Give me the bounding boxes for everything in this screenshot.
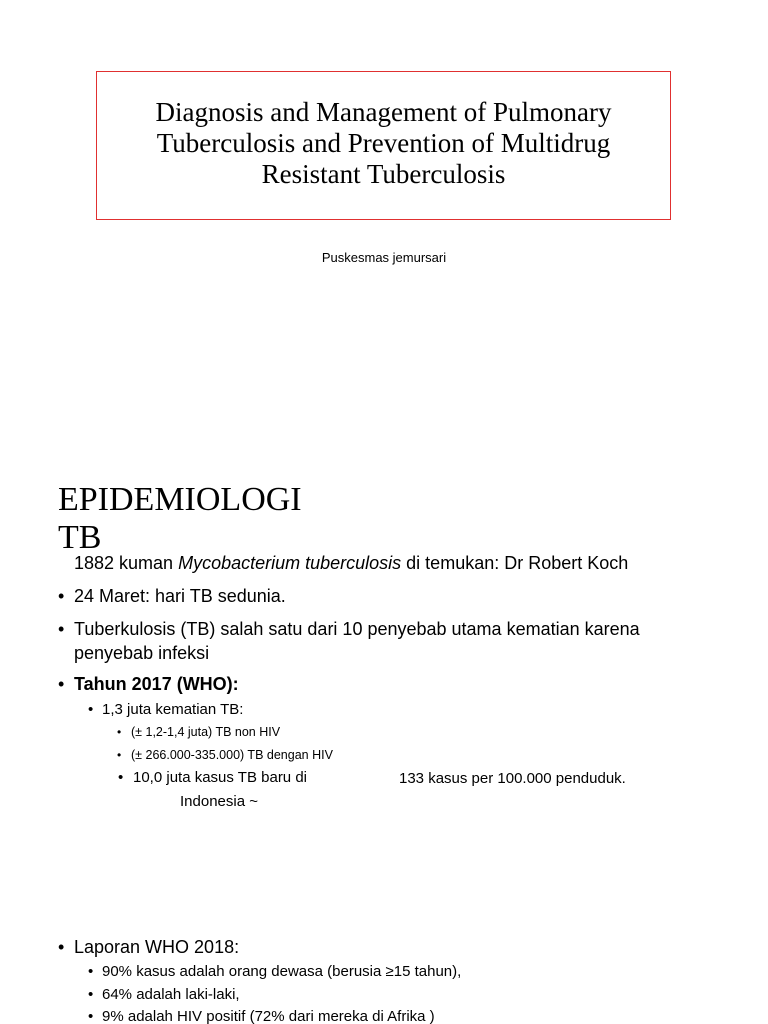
item2-line2: penyebab infeksi <box>74 643 210 663</box>
bullet-item3: • <box>58 674 65 694</box>
item2-line1: Tuberkulosis (TB) salah satu dari 10 penyebab utama kematian karena <box>74 619 640 639</box>
item3: Tahun 2017 (WHO): <box>74 674 239 694</box>
bullet-item4-sub2: • <box>88 986 94 1003</box>
title-box <box>96 71 671 220</box>
item3-sub1-a: (± 1,2-1,4 juta) TB non HIV <box>131 725 281 739</box>
item4-sub3: 9% adalah HIV positif (72% dari mereka di Afrika ) <box>102 1008 435 1024</box>
epidemiology-title <box>58 481 302 557</box>
item3-sub1-b: (± 266.000-335.000) TB dengan HIV <box>131 748 333 762</box>
epidemiology-title-line1: EPIDEMIOLOGI <box>58 481 302 518</box>
slide-subtitle: Puskesmas jemursari <box>321 250 447 265</box>
slide-title: Diagnosis and Management of Pulmonary Tuberculosis and Prevention of Multidrug Resistant Tuberculosis <box>155 96 612 189</box>
bullet-item4-sub3: • <box>88 1008 94 1024</box>
bullet-item3-sub1-a: • <box>117 725 122 739</box>
epidemiology-title-line2: TB <box>58 519 102 556</box>
bullet-item2: • <box>58 619 65 639</box>
item4-sub2: 64% adalah laki-laki, <box>102 986 240 1003</box>
bullet-item1: • <box>58 586 65 606</box>
item4-sub1: 90% kasus adalah orang dewasa (berusia ≥15 tahun), <box>102 963 462 980</box>
item1: 24 Maret: hari TB sedunia. <box>74 586 286 606</box>
item3-sub2-right: 133 kasus per 100.000 penduduk. <box>399 770 626 787</box>
bullet-item4: • <box>58 937 65 957</box>
item4: Laporan WHO 2018: <box>74 937 240 957</box>
intro-suffix: di temukan: Dr Robert Koch <box>401 553 629 573</box>
item3-sub2-line2: Indonesia ~ <box>180 793 258 810</box>
intro-prefix: 1882 kuman <box>74 553 179 573</box>
bullet-item3-sub1-b: • <box>117 748 122 762</box>
epidemiology-slide <box>0 440 768 1024</box>
bullet-item3-sub2: • <box>118 769 124 786</box>
bullet-item3-sub1: • <box>88 701 94 718</box>
intro-line <box>74 553 628 574</box>
bullet-item4-sub1: • <box>88 963 94 980</box>
item3-sub1: 1,3 juta kematian TB: <box>102 701 244 718</box>
intro-italic: Mycobacterium tuberculosis <box>178 553 402 573</box>
title-slide <box>0 0 768 440</box>
item3-sub2-line1: 10,0 juta kasus TB baru di <box>133 769 307 786</box>
